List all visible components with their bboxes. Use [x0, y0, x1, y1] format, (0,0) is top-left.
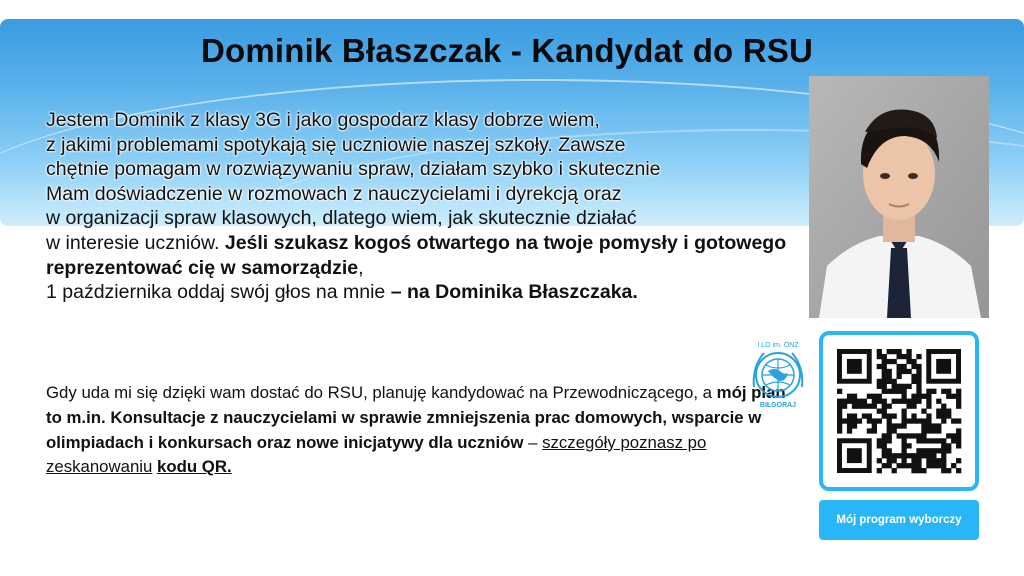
intro-line-2: z jakimi problemami spotykają się uczniowie naszej szkoły. Zawsze	[46, 133, 626, 156]
intro-line-6: w interesie uczniów.	[46, 231, 220, 254]
qr-code-icon[interactable]	[823, 335, 975, 487]
intro-line-1: Jestem Dominik z klasy 3G i jako gospodarz klasy dobrze wiem,	[46, 109, 600, 131]
school-logo-icon	[740, 335, 816, 411]
plan-bold-1: mój plan to m.in. Konsultacje z nauczycielami w sprawie zmniejszenia prac domowych, wsparcie w olimpiadach i konkursach oraz nowe inicjatywy dla uczniów	[46, 383, 786, 452]
intro-text	[46, 108, 806, 305]
plan-qr-label: kodu QR.	[157, 457, 232, 477]
intro-line-3: chętnie pomagam w rozwiązywaniu spraw, działam szybko i skutecznie	[46, 158, 661, 181]
logo-top-text: I LO im. ONZ	[757, 342, 799, 349]
plan-text	[46, 381, 806, 480]
qr-code-frame[interactable]	[819, 331, 979, 491]
intro-vote-date: 1 października oddaj swój głos na mnie	[46, 281, 386, 304]
intro-line-5: w organizacji spraw klasowych, dlatego wiem, jak skutecznie działać	[46, 207, 637, 230]
plan-dash: –	[523, 432, 543, 452]
candidate-photo	[809, 76, 989, 318]
intro-vote-name: – na Dominika Błaszczaka.	[385, 281, 638, 304]
plan-normal-1: Gdy uda mi się dzięki wam dostać do RSU, planuję kandydować na Przewodniczącego, a	[46, 383, 713, 402]
intro-comma: ,	[358, 256, 364, 279]
plan-underline: szczegóły poznasz po zeskanowaniu	[46, 432, 707, 477]
logo-bottom-text: BIŁGORAJ	[759, 402, 797, 409]
intro-bold-appeal: Jeśli szukasz kogoś otwartego na twoje pomysły i gotowego reprezentować cię w samorządzie	[46, 231, 787, 279]
page-title: Dominik Błaszczak - Kandydat do RSU	[200, 32, 814, 69]
program-button[interactable]: Mój program wyborczy	[819, 500, 979, 540]
intro-line-4: Mam doświadczenie w rozmowach z nauczycielami i dyrekcją oraz	[46, 182, 622, 205]
